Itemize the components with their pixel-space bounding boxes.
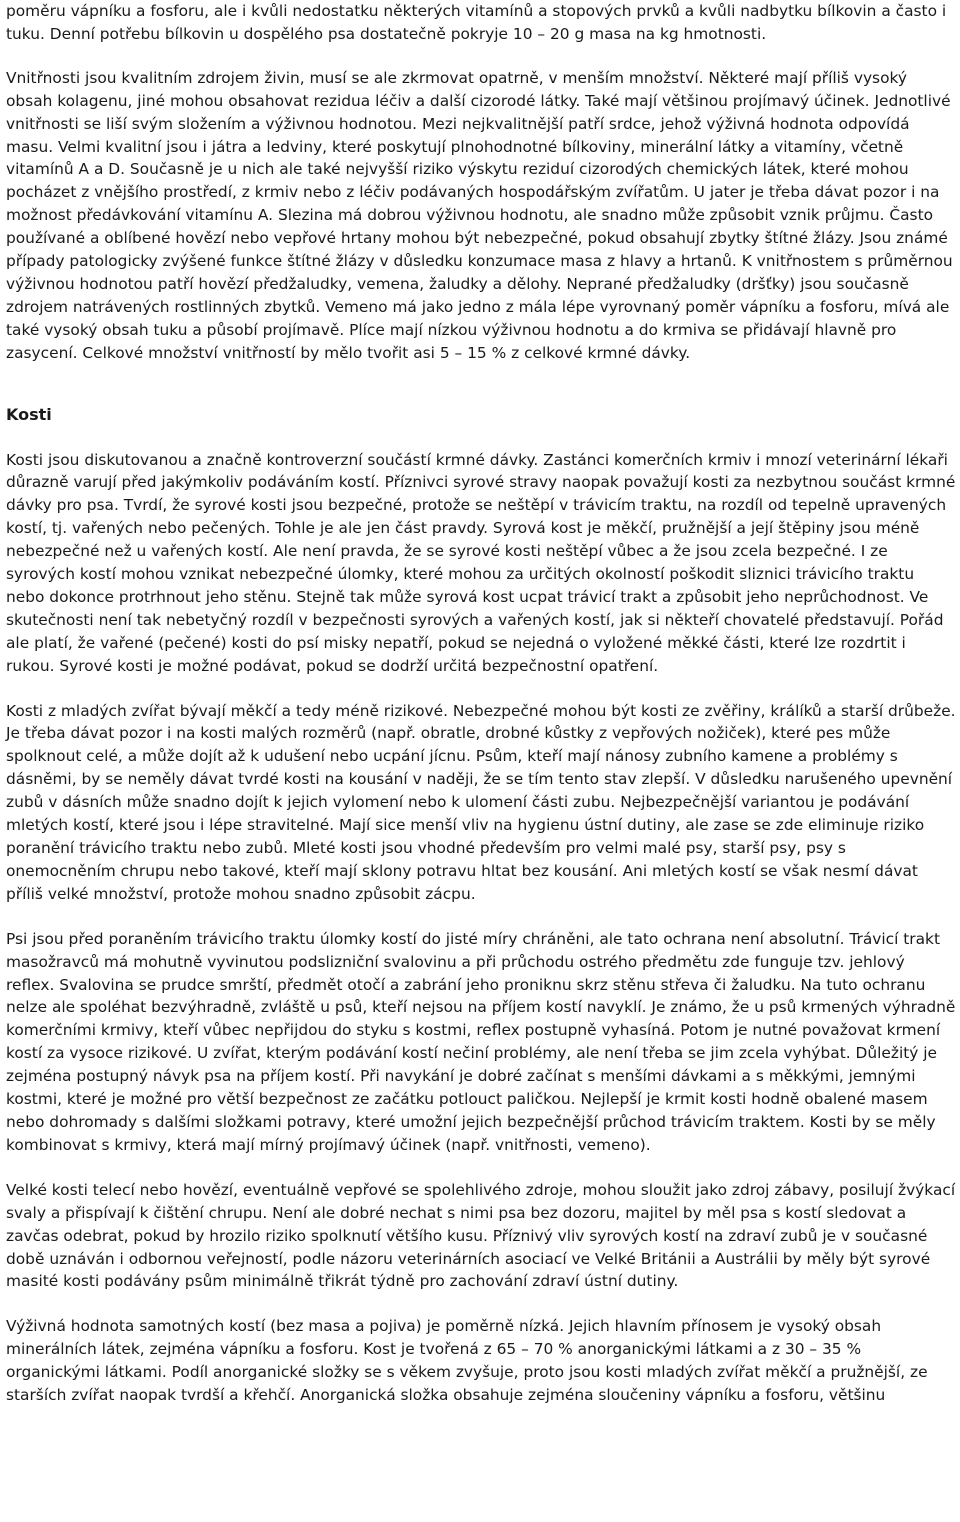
paragraph-bones-nutrition: Výživná hodnota samotných kostí (bez masa a pojiva) je poměrně nízká. Jejich hlavním přínosem je vysoký obsah minerálních látek, zejména vápníku a fosforu. Kost je tvořená z 65 – 70 % anorganickými látkami a z 30 – 35 % organickými látkami. Podíl anorganické složky se s věkem zvyšuje, proto jsou kosti mladých zvířat měkčí a pružnější, ze starších zvířat naopak tvrdší a křehčí. Anorganická složka obsahuje zejména sloučeniny vápníku a fosforu, většinu [6, 1317, 928, 1405]
section-heading-bones: Kosti [6, 404, 52, 424]
paragraph-bones-protection: Psi jsou před poraněním trávicího traktu úlomky kostí do jisté míry chráněni, ale tato ochrana není absolutní. Trávicí trakt masožravců má mohutně vyvinutou podslizniční svalovinu a při průchodu ostrého předmětu zde funguje tzv. jehlový reflex. Svalovina se prudce smrští, předmět otočí a zabrání jeho proniknu skrz stěnu střeva či žaludku. Na tuto ochranu nelze ale spoléhat bezvýhradně, zvláště u psů, kteří nejsou na příjem kostí navyklí. Je známo, že u psů krmených výhradně komerčními krmivy, kteří vůbec nepřijdou do styku s kostmi, reflex postupně vyhasíná. Potom je nutné považovat krmení kostí za vysoce rizikové. U zvířat, kterým podávání kostí nečiní problémy, ale není třeba se jim zcela vyhýbat. Důležitý je zejména postupný návyk psa na příjem kostí. Při navykání je dobré začínat s menšími dávkami a s měkkými, jemnými kostmi, které je možné pro větší bezpečnost ze začátku potlouct paličkou. Nejlepší je krmit kosti hodně obalené masem nebo dohromady s dalšími složkami potravy, které umožní jejich bezpečnější průchod trávicím traktem. Kosti by se měly kombinovat s krmivy, která mají mírný projímavý účinek (např. vnitřnosti, vemeno). [6, 929, 956, 1154]
paragraph-bones-young-animals: Kosti z mladých zvířat bývají měkčí a tedy méně rizikové. Nebezpečné mohou být kosti ze zvěřiny, králíků a starší drůbeže. Je třeba dávat pozor i na kosti malých rozměrů (např. obratle, drobné kůstky z vepřových nožiček), které pes může spolknout celé, a může dojít až k udušení nebo ucpání jícnu. Psům, kteří mají nánosy zubního kamene a problémy s dásněmi, by se neměly dávat tvrdé kosti na kousání v naději, že se tím tento stav zlepší. V důsledku narušeného upevnění zubů v dásních může snadno dojít k jejich vylomení nebo k ulomení části zubu. Nejbezpečnější variantou je podávání mletých kostí, které jsou i lépe stravitelné. Mají sice menší vliv na hygienu ústní dutiny, ale zase se zde eliminuje riziko poranění trávicího traktu nebo zubů. Mleté kosti jsou vhodné především pro velmi malé psy, starší psy, psy s onemocněním chrupu nebo takové, kteří mají sklony potravu hltat bez kousání. Ani mletých kostí se však nesmí dávat příliš velké množství, protože mohou snadno způsobit zácpu. [6, 701, 956, 903]
document-page [6, 0, 956, 1407]
paragraph-bones-large: Velké kosti telecí nebo hovězí, eventuálně vepřové se spolehlivého zdroje, mohou sloužit jako zdroj zábavy, posilují žvýkací svaly a přispívají k čištění chrupu. Není ale dobré nechat s nimi psa bez dozoru, majitel by měl psa s kostí sledovat a zavčas odebrat, pokud by hrozilo riziko spolknutí většího kusu. Příznivý vliv syrových kostí na zdraví zubů je v současné době uznáván i odbornou veřejností, podle názoru veterinárních asociací ve Velké Británii a Austrálii by měly být syrové masité kosti podávány psům minimálně třikrát týdně pro zachování zdraví ústní dutiny. [6, 1180, 956, 1291]
paragraph-bones-controversy: Kosti jsou diskutovanou a značně kontroverzní součástí krmné dávky. Zastánci komerčních krmiv i mnozí veterinární lékaři důrazně varují před jakýmkoliv podáváním kostí. Příznivci syrové stravy naopak považují kosti za nezbytnou součást krmné dávky pro psa. Tvrdí, že syrové kosti jsou bezpečné, protože se neštěpí v trávicím traktu, na rozdíl od tepelně upravených kostí, tj. vařených nebo pečených. Tohle je ale jen část pravdy. Syrová kost je měkčí, pružnější a její štěpiny jsou méně nebezpečné než u vařených kostí. Ale není pravda, že se syrové kosti neštěpí vůbec a že jsou zcela bezpečné. I ze syrových kostí mohou vznikat nebezpečné úlomky, které mohou za určitých okolností poškodit sliznici trávicího traktu nebo dokonce protrhnout jeho stěnu. Stejně tak může syrová kost ucpat trávicí trakt a způsobit jeho neprůchodnost. Ve skutečnosti není tak nebetyčný rozdíl v bezpečnosti syrových a vařených kostí, jak si někteří chovatelé představují. Pořád ale platí, že vařené (pečené) kosti do psí misky nepatří, pokud se nejedná o vyložené měkké části, které lze rozdrtit i rukou. Syrové kosti je možné podávat, pokud se dodrží určitá bezpečnostní opatření. [6, 450, 956, 675]
paragraph-intro: poměru vápníku a fosforu, ale i kvůli nedostatku některých vitamínů a stopových prvků a kvůli nadbytku bílkovin a často i tuku. Denní potřebu bílkovin u dospělého psa dostatečně pokryje 10 – 20 g masa na kg hmotnosti. [6, 2, 947, 43]
paragraph-viscera: Vnitřnosti jsou kvalitním zdrojem živin, musí se ale zkrmovat opatrně, v menším množství. Některé mají příliš vysoký obsah kolagenu, jiné mohou obsahovat rezidua léčiv a další cizorodé látky. Také mají většinou projímavý účinek. Jednotlivé vnitřnosti se liší svým složením a výživnou hodnotou. Mezi nejkvalitnější patří srdce, jehož výživná hodnota odpovídá masu. Velmi kvalitní jsou i játra a ledviny, které poskytují plnohodnotné bílkoviny, minerální látky a vitamíny, včetně vitamínů A a D. Současně je u nich ale také nejvyšší riziko výskytu reziduí cizorodých chemických látek, které mohou pocházet z vnějšího prostředí, z krmiv nebo z léčiv podávaných hospodářským zvířatům. U jater je třeba dávat pozor i na možnost předávkování vitamínu A. Slezina má dobrou výživnou hodnotu, ale snadno může způsobit vznik průjmu. Často používané a oblíbené hovězí nebo vepřové hrtany mohou být nebezpečné, pokud obsahují zbytky štítné žlázy. Jsou známé případy patologicky zvýšené funkce štítné žlázy v důsledku konzumace masa z hlavy a hrtanů. K vnitřnostem s průměrnou výživnou hodnotou patří hovězí předžaludky, vemena, žaludky a dělohy. Neprané předžaludky (dršťky) jsou současně zdrojem natrávených rostlinných zbytků. Vemeno má jako jedno z mála lépe vyrovnaný poměr vápníku a fosforu, mívá ale také vysoký obsah tuku a působí projímavě. Plíce mají nízkou výživnou hodnotu a do krmiva se přidávají hlavně pro zasycení. Celkové množství vnitřností by mělo tvořit asi 5 – 15 % z celkové krmné dávky. [6, 68, 953, 362]
